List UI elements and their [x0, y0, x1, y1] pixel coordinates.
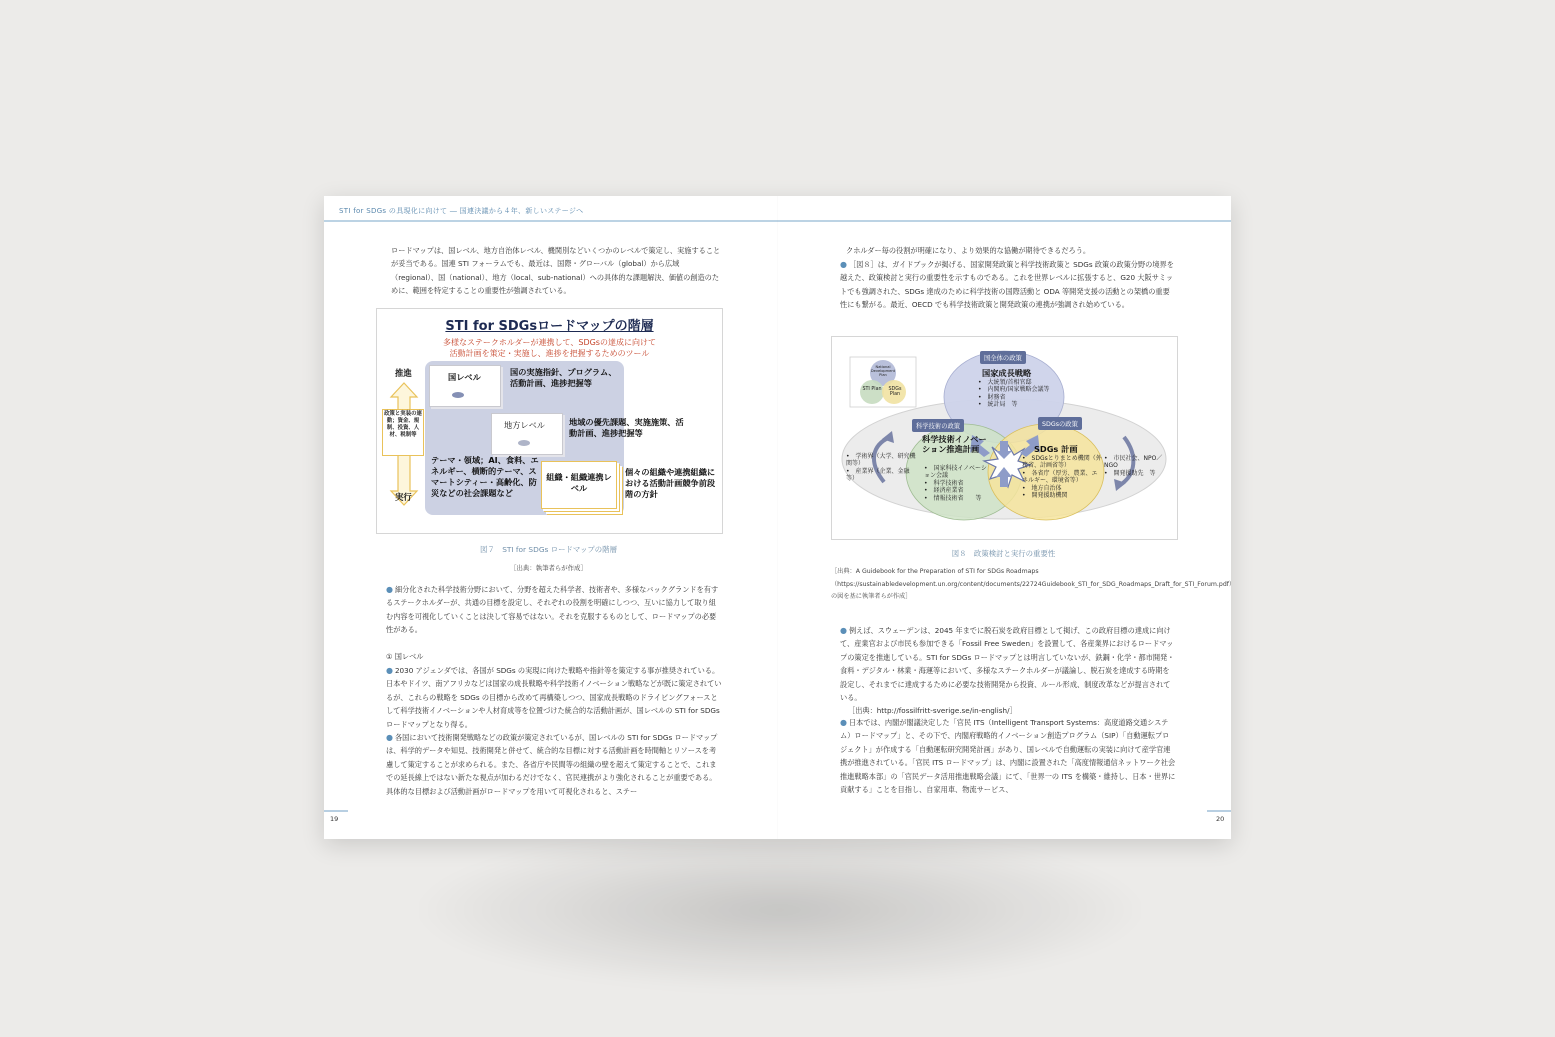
fig8-badge-sti: 科学技術の政策 — [912, 419, 964, 432]
fig7-level2-desc: 地域の優先課題、実施施策、活動計画、進捗把握等 — [569, 417, 684, 438]
fig7-caption: 図７ STI for SDGs ロードマップの階層 — [480, 545, 617, 554]
fig7-level1-desc: 国の実施指針、プログラム、活動計画、進捗把握等 — [510, 367, 617, 388]
fig7-subtitle-2: 活動計画を策定・実施し、進捗を把握するためのツール — [449, 349, 650, 358]
fig8-right-title: SDGs 計画 — [1034, 444, 1078, 454]
right-bullet-2 — [840, 624, 1176, 718]
fig8-outer-left: • 学術界（大学、研究機関等） • 産業界（企業、金融等） — [846, 453, 916, 483]
fig7-title: STI for SDGsロードマップの階層 — [445, 319, 654, 334]
right-page-rule — [1207, 810, 1231, 812]
bullet-dot: ● — [840, 718, 847, 727]
left-intro-paragraph: ロードマップは、国レベル、地方自治体レベル、機関別などいくつかのレベルで策定し、実施することが妥当である。国連 STI フォーラムでも、最近は、国際・グローバル（global）から広域（regional）、国（national）、地方（local、sub-national）への具体的な課題解決、価値の創造のために、範囲を特定することの重要性が強調されている。 — [391, 246, 721, 296]
book-shadow — [420, 830, 1140, 990]
fig8-badge-national: 国全体の政策 — [980, 351, 1026, 364]
fig7-card-national — [429, 365, 501, 407]
fig8-left-title: 科学技術イノベーション推進計画 — [922, 434, 987, 454]
fig8-top-title: 国家成長戦略 — [982, 368, 1032, 378]
bullet-dot: ● — [386, 666, 393, 675]
fig8-source: ［出典：A Guidebook for the Preparation of STI for SDGs Roadmaps（https://sustainabledevelopment.un.org/content/documents/22724Guidebook_STI_for_SDG_Roadmaps_Draft_for_STI_Forum.pdf）の図を基に執筆者らが作成］ — [831, 568, 1236, 601]
fig8-right-items: • SDGsとりまとめ機関（外務省、計画省等） • 各省庁（厚労、農業、エネルギー、環境省等） • 地方自治体 • 開発援助機関 — [1022, 455, 1102, 500]
running-header: STI for SDGs の具現化に向けて ― 国連決議から４年、新しいステージへ — [339, 207, 584, 215]
right-bullet-1-text: ［図８］は、ガイドブックが掲げる、国家開発政策と科学技術政策と SDGs 政策の政策分野の境界を越えた、政策検討と実行の重要性を示すものである。これを世界レベルに拡張すると、G20 大阪サミットでも強調された、SDGs 達成のために科学技術の国際活動と ODA 等開発支援の活動との架橋の重要性にも繋がる。最近、OECD でも科学技術政策と開発政策の連携が強調され始めている。 — [840, 260, 1174, 310]
fig8-mini-sti: STI Plan — [862, 387, 882, 392]
fig8-badge-sdgs: SDGsの政策 — [1038, 417, 1082, 430]
fig7-level3-desc: 個々の組織や連携組織における活動計画競争前段階の方針 — [625, 467, 716, 499]
fig7-level1-label: 国レベル — [448, 372, 481, 382]
figure-8 — [831, 336, 1178, 540]
left-bullet-1 — [386, 583, 722, 637]
fig7-card-regional — [491, 413, 563, 455]
bullet-dot: ● — [840, 260, 847, 269]
right-bullet-1 — [840, 258, 1176, 312]
left-bullet-3 — [386, 731, 722, 798]
bullet-dot: ● — [840, 626, 847, 635]
fig8-outer-right: • 市民社会、NPO／NGO • 開発援助先 等 — [1104, 455, 1163, 477]
right-page-number: 20 — [1216, 815, 1225, 823]
fig8-mini-ndp: National Development Plan — [870, 365, 896, 377]
fig8-caption: 図８ 政策検討と実行の重要性 — [951, 549, 1056, 558]
bullet-dot: ● — [386, 733, 393, 742]
figure-7 — [376, 308, 723, 534]
left-page-rule — [324, 810, 348, 812]
fig7-level2-label: 地方レベル — [504, 420, 545, 430]
fig7-top-label: 推進 — [395, 368, 412, 378]
fig7-level3-label: 組織・組織連携レベル — [546, 472, 612, 493]
fig7-card-organization — [541, 461, 617, 509]
right-bullet-2-source: ［出典：http://fossilfritt-sverige.se/in-english/］ — [848, 706, 1017, 716]
right-bullet-3 — [840, 716, 1176, 796]
gutter — [777, 196, 778, 839]
fig7-level2-marker — [518, 440, 530, 446]
left-bullet-2-text: 2030 アジェンダでは、各国が SDGs の実現に向けた戦略や指針等を策定する事が推奨されている。日本やドイツ、南アフリカなどは国家の成長戦略や科学技術イノベーション戦略などが既に策定されているが、これらの戦略を SDGs の目標から改めて再構築しつつ、国家成長戦略のドライビングフォースとして科学技術イノベーションや人材育成等を位置づけた統合的な活動計画が、国レベルの STI for SDGs ロードマップとなり得る。 — [386, 666, 722, 729]
fig7-level1-marker — [452, 392, 464, 398]
bullet-dot: ● — [386, 585, 393, 594]
fig7-source: ［出典：執筆者らが作成］ — [510, 564, 587, 572]
book-spread — [324, 196, 1236, 839]
fig7-bottom-label: 実行 — [395, 492, 412, 502]
left-bullet-2 — [386, 664, 722, 731]
right-bullet-3-text: 日本では、内閣が閣議決定した「官民 ITS（Intelligent Transport Systems：高度道路交通システム）ロードマップ」と、その下で、内閣府戦略的イノベーション創造プログラム（SIP）「自動運転プロジェクト」が作成する「自動運転研究開発計画」があり、国レベルで自動運転の実装に向けて産学官連携が推進されている。「官民 ITS ロードマップ」は、内閣に設置された「高度情報通信ネットワーク社会推進戦略本部」の「官民データ活用推進戦略会議」にて、「世界一の ITS を構築・維持し、日本・世界に貢献する」ことを目指し、自家用車、物流サービス、 — [840, 718, 1176, 795]
fig8-mini-sdgs: SDGs Plan — [888, 387, 902, 398]
fig7-themes: テーマ・領域；AI、食料、エネルギー、横断的テーマ、スマートシティー・高齢化、防災などの社会課題など — [431, 455, 539, 498]
fig7-subtitle-1: 多様なステークホルダーが連携して、SDGsの達成に向けて — [443, 338, 656, 347]
fig7-side-box: 政策と実装の連動；資金、規制、投資、人材、税制等 — [382, 409, 424, 456]
right-bullet-2-text: 例えば、スウェーデンは、2045 年までに脱石炭を政府目標として掲げ、この政府目標の達成に向けて、産業官および市民も参加できる「Fossil Free Sweden」を設置して、各産業界におけるロードマップの策定を推進している。STI for SDGs ロードマップとは明言していないが、鉄鋼・化学・都市開発・食料・デジタル・林業・海運等において、多様なステークホルダーが議論し、脱石炭を達成する時期を設定し、それまでに達成するために必要な技術開発から投資、ルール形成、制度改革などが提言されている。 — [840, 626, 1175, 703]
right-intro-paragraph: クホルダー毎の役割が明確になり、より効果的な協働が期待できるだろう。 — [846, 246, 1091, 255]
left-bullet-3-text: 各国において技術開発戦略などの政策が策定されているが、国レベルの STI for SDGs ロードマップは、科学的データや知見、技術開発と併せて、統合的な目標に対する活動計画を時間軸とリソースを考慮して策定することが求められる。また、各省庁や民間等の組織の壁を超えて策定することで、これまでの延長線上ではない新たな視点が加わるだけでなく、官民連携がより強化されることが重要である。具体的な目標および活動計画がロードマップを用いて可視化されると、ステー — [386, 733, 718, 796]
fig8-left-items: • 国家科技イノベーション会議 • 科学技術省 • 経済産業省 • 情報技術省 等 — [924, 465, 987, 502]
left-bullet-1-text: 細分化された科学技術分野において、分野を超えた科学者、技術者や、多様なバックグランドを有するステークホルダーが、共通の目標を設定し、それぞれの役割を明確にしつつ、互いに協力して取り組む内容を可視化していくことは決して容易ではない。それを克服するものとして、ロードマップの必要性がある。 — [386, 585, 719, 635]
left-page-number: 19 — [330, 815, 339, 823]
fig8-top-items: • 大統領/首相官邸 • 内閣府/国家戦略会議等 • 財務省 • 統計局 等 — [978, 379, 1050, 409]
left-heading-national: ① 国レベル — [386, 652, 424, 661]
